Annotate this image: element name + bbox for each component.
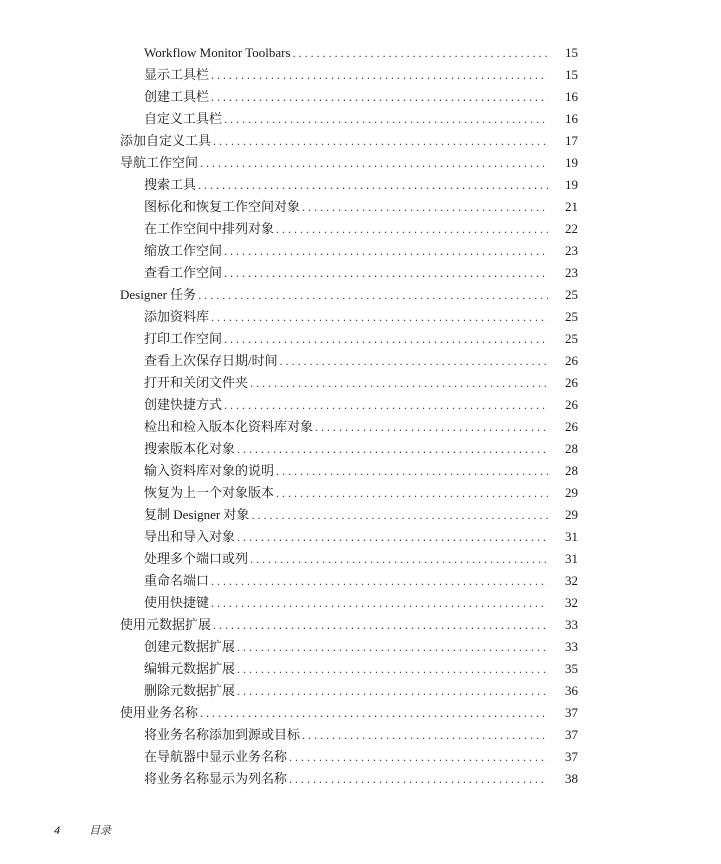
toc-entry-title: 自定义工具栏 xyxy=(144,111,223,126)
toc-entry-title: 将业务名称添加到源或目标 xyxy=(144,727,301,742)
toc-dot-leader xyxy=(280,350,548,372)
toc-entry-page: 17 xyxy=(565,133,578,148)
toc-entry-title: 编辑元数据扩展 xyxy=(144,661,236,676)
toc-entry[interactable] xyxy=(0,746,721,768)
toc-entry-title: 在导航器中显示业务名称 xyxy=(144,749,288,764)
toc-entry[interactable] xyxy=(0,768,721,790)
toc-entry-page: 37 xyxy=(565,727,578,742)
toc-entry[interactable] xyxy=(0,240,721,262)
toc-dot-leader xyxy=(289,768,548,790)
toc-entry-title: 创建工具栏 xyxy=(144,89,210,104)
toc-entry-page: 19 xyxy=(565,155,578,170)
toc-entry-title: 打印工作空间 xyxy=(144,331,223,346)
toc-entry-page: 29 xyxy=(565,507,578,522)
toc-entry[interactable] xyxy=(0,350,721,372)
toc-entry-page: 26 xyxy=(565,375,578,390)
toc-entry[interactable] xyxy=(0,460,721,482)
toc-entry[interactable] xyxy=(0,108,721,130)
toc-entry-page: 16 xyxy=(565,111,578,126)
toc-entry[interactable] xyxy=(0,592,721,614)
toc-entry-title: 输入资料库对象的说明 xyxy=(144,463,275,478)
toc-entry[interactable] xyxy=(0,482,721,504)
toc-entry[interactable] xyxy=(0,372,721,394)
toc-dot-leader xyxy=(276,218,548,240)
toc-entry-title: 导出和导入对象 xyxy=(144,529,236,544)
toc-entry-page: 37 xyxy=(565,749,578,764)
toc-dot-leader xyxy=(237,438,548,460)
toc-dot-leader xyxy=(237,526,548,548)
toc-entry-title: 查看上次保存日期/时间 xyxy=(144,353,278,368)
toc-entry[interactable] xyxy=(0,680,721,702)
toc-entry-page: 22 xyxy=(565,221,578,236)
toc-entry-page: 26 xyxy=(565,353,578,368)
toc-dot-leader xyxy=(237,636,548,658)
toc-entry-title: 添加资料库 xyxy=(144,309,210,324)
toc-entry-title: 创建快捷方式 xyxy=(144,397,223,412)
toc-entry-title: 重命名端口 xyxy=(144,573,210,588)
toc-entry-title: 导航工作空间 xyxy=(120,155,199,170)
toc-entry-page: 28 xyxy=(565,463,578,478)
toc-entry-title: 处理多个端口或列 xyxy=(144,551,249,566)
toc-entry[interactable] xyxy=(0,658,721,680)
toc-dot-leader xyxy=(224,240,548,262)
toc-entry-page: 29 xyxy=(565,485,578,500)
toc-entry-page: 23 xyxy=(565,265,578,280)
toc-dot-leader xyxy=(237,658,548,680)
toc-dot-leader xyxy=(211,306,548,328)
toc-entry-page: 21 xyxy=(565,199,578,214)
toc-entry-title: 创建元数据扩展 xyxy=(144,639,236,654)
toc-entry-title: 查看工作空间 xyxy=(144,265,223,280)
toc-dot-leader xyxy=(224,108,548,130)
toc-entry-page: 25 xyxy=(565,287,578,302)
toc-entry[interactable] xyxy=(0,328,721,350)
toc-entry-page: 25 xyxy=(565,309,578,324)
toc-dot-leader xyxy=(302,724,548,746)
toc-entry-page: 38 xyxy=(565,771,578,786)
toc-entry-title: 图标化和恢复工作空间对象 xyxy=(144,199,301,214)
toc-dot-leader xyxy=(251,504,548,526)
toc-dot-leader xyxy=(289,746,548,768)
toc-entry-title: Designer 任务 xyxy=(120,287,197,302)
toc-entry-page: 32 xyxy=(565,573,578,588)
footer-section-label: 目录 xyxy=(89,825,112,837)
toc-entry-page: 26 xyxy=(565,419,578,434)
toc-entry-page: 19 xyxy=(565,177,578,192)
toc-entry-page: 37 xyxy=(565,705,578,720)
toc-dot-leader xyxy=(276,460,548,482)
toc-entry[interactable] xyxy=(0,416,721,438)
toc-dot-leader xyxy=(250,372,548,394)
toc-dot-leader xyxy=(211,570,548,592)
toc-entry-title: 添加自定义工具 xyxy=(120,133,212,148)
toc-entry[interactable] xyxy=(0,724,721,746)
toc-entry-title: Workflow Monitor Toolbars xyxy=(144,45,291,60)
toc-entry-page: 25 xyxy=(565,331,578,346)
toc-dot-leader xyxy=(213,130,548,152)
toc-entry-page: 15 xyxy=(565,45,578,60)
toc-entry-page: 15 xyxy=(565,67,578,82)
toc-entry-page: 26 xyxy=(565,397,578,412)
toc-entry[interactable] xyxy=(0,570,721,592)
toc-dot-leader xyxy=(211,64,548,86)
toc-entry[interactable] xyxy=(0,526,721,548)
toc-entry-title: 搜索版本化对象 xyxy=(144,441,236,456)
toc-entry-page: 36 xyxy=(565,683,578,698)
toc-entry-page: 32 xyxy=(565,595,578,610)
table-of-contents xyxy=(0,42,721,790)
toc-entry-title: 使用业务名称 xyxy=(120,705,199,720)
toc-entry-page: 23 xyxy=(565,243,578,258)
toc-entry[interactable] xyxy=(0,174,721,196)
toc-entry-title: 缩放工作空间 xyxy=(144,243,223,258)
toc-dot-leader xyxy=(200,152,548,174)
page-footer xyxy=(54,822,111,838)
toc-dot-leader xyxy=(211,86,548,108)
toc-dot-leader xyxy=(211,592,548,614)
toc-entry[interactable] xyxy=(0,218,721,240)
toc-dot-leader xyxy=(200,702,548,724)
toc-entry-page: 33 xyxy=(565,617,578,632)
toc-dot-leader xyxy=(198,284,548,306)
toc-dot-leader xyxy=(224,328,548,350)
toc-dot-leader xyxy=(276,482,548,504)
toc-dot-leader xyxy=(213,614,548,636)
toc-entry-title: 打开和关闭文件夹 xyxy=(144,375,249,390)
toc-entry[interactable] xyxy=(0,130,721,152)
toc-entry-page: 31 xyxy=(565,529,578,544)
toc-entry-page: 33 xyxy=(565,639,578,654)
toc-entry[interactable] xyxy=(0,614,721,636)
toc-dot-leader xyxy=(198,174,548,196)
toc-entry-title: 搜索工具 xyxy=(144,177,197,192)
toc-entry-title: 使用快捷键 xyxy=(144,595,210,610)
toc-entry[interactable] xyxy=(0,636,721,658)
toc-entry[interactable] xyxy=(0,702,721,724)
toc-dot-leader xyxy=(224,394,548,416)
toc-dot-leader xyxy=(315,416,548,438)
toc-entry-title: 使用元数据扩展 xyxy=(120,617,212,632)
toc-entry[interactable] xyxy=(0,196,721,218)
toc-dot-leader xyxy=(224,262,548,284)
toc-entry[interactable] xyxy=(0,306,721,328)
toc-dot-leader xyxy=(302,196,548,218)
toc-entry[interactable] xyxy=(0,86,721,108)
toc-entry-page: 28 xyxy=(565,441,578,456)
toc-entry-page: 31 xyxy=(565,551,578,566)
toc-entry-title: 恢复为上一个对象版本 xyxy=(144,485,275,500)
toc-entry-page: 16 xyxy=(565,89,578,104)
toc-entry-page: 35 xyxy=(565,661,578,676)
toc-entry[interactable] xyxy=(0,284,721,306)
toc-entry-title: 删除元数据扩展 xyxy=(144,683,236,698)
toc-entry[interactable] xyxy=(0,394,721,416)
toc-entry-title: 复制 Designer 对象 xyxy=(144,507,250,522)
toc-entry[interactable] xyxy=(0,64,721,86)
toc-entry-title: 在工作空间中排列对象 xyxy=(144,221,275,236)
toc-entry[interactable] xyxy=(0,152,721,174)
toc-dot-leader xyxy=(237,680,548,702)
toc-entry[interactable] xyxy=(0,262,721,284)
toc-entry[interactable] xyxy=(0,438,721,460)
toc-entry-title: 将业务名称显示为列名称 xyxy=(144,771,288,786)
toc-entry[interactable] xyxy=(0,548,721,570)
footer-page-number: 4 xyxy=(54,825,61,837)
toc-dot-leader xyxy=(293,42,548,64)
toc-dot-leader xyxy=(250,548,548,570)
toc-entry[interactable] xyxy=(0,504,721,526)
toc-entry-title: 显示工具栏 xyxy=(144,67,210,82)
toc-entry-title: 检出和检入版本化资料库对象 xyxy=(144,419,314,434)
toc-entry[interactable] xyxy=(0,42,721,64)
